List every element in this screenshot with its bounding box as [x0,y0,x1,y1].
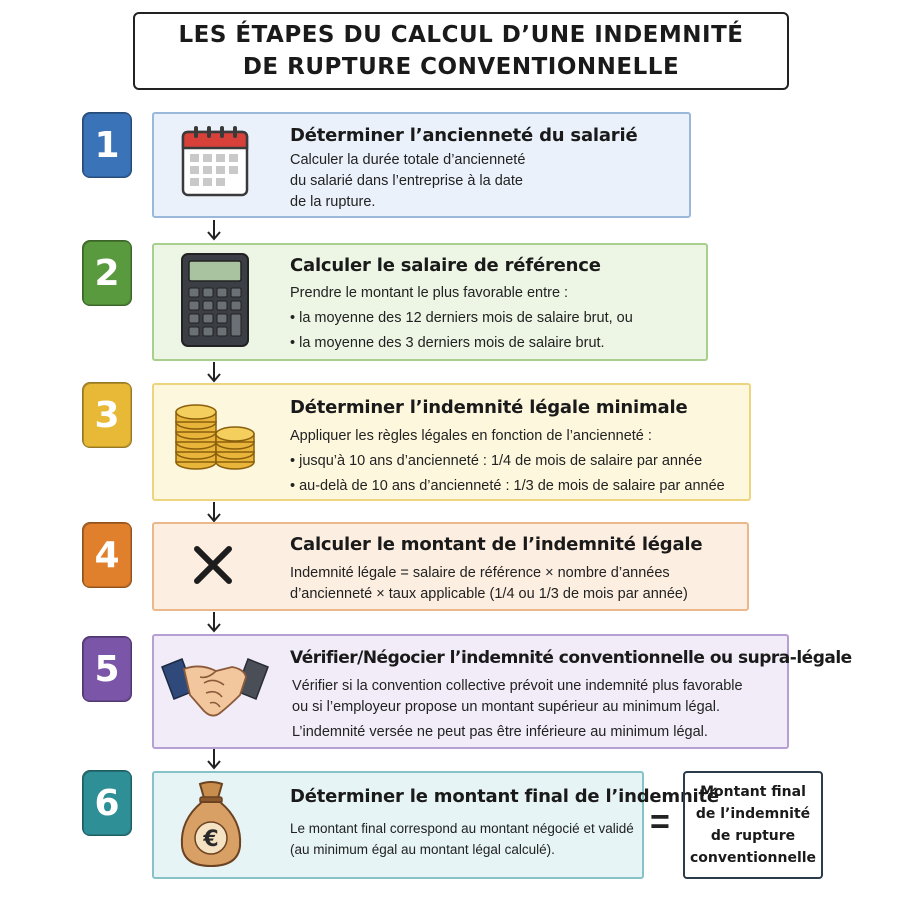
step-4-description [290,563,688,605]
step-4-title: Calculer le montant de l’indemnité légale [290,534,703,555]
coins-icon [174,396,256,477]
step-4-line-2: d’ancienneté × taux applicable (1/4 ou 1/3 de mois par année) [290,586,688,602]
arrow-down-icon [206,612,222,634]
step-2-line-1: Prendre le montant le plus favorable entre : [290,285,569,301]
step-3-line-1: Appliquer les règles légales en fonction de l’ancienneté : [290,428,652,444]
step-3-description [290,426,725,497]
step-3-badge: 3 [82,382,132,448]
multiply-icon [193,545,233,590]
final-amount-box [683,771,823,879]
step-5-line-2: ou si l’employeur propose un montant supérieur au minimum légal. [292,699,720,715]
step-4-badge: 4 [82,522,132,588]
step-2-description [290,283,633,354]
equals-sign: = [650,803,670,841]
step-5-line-1: Vérifier si la convention collective prévoit une indemnité plus favorable [292,678,743,694]
step-6-line-2: (au minimum égal au montant légal calculé). [290,842,555,857]
calculator-icon [180,252,250,353]
final-line-2: de l’indemnité [695,806,811,822]
step-5-badge: 5 [82,636,132,702]
step-6-line-1: Le montant final correspond au montant négocié et validé [290,821,634,836]
title-box [133,12,789,90]
final-line-3: de rupture [710,828,796,844]
final-line-4: conventionnelle [689,850,817,866]
calendar-icon [180,124,250,203]
step-6-description [290,818,634,860]
step-1-badge: 1 [82,112,132,178]
final-line-1: Montant final [700,784,806,800]
step-1-line-2: du salarié dans l’entreprise à la date [290,173,523,189]
step-3-line-3: • au-delà de 10 ans d’ancienneté : 1/3 de mois de salaire par année [290,478,725,494]
step-2-title: Calculer le salaire de référence [290,255,601,276]
svg-text:€: € [203,827,219,852]
step-6-title: Déterminer le montant final de l’indemnité [290,786,719,807]
step-5-description [292,676,743,743]
arrow-down-icon [206,220,222,242]
step-5-line-3: L’indemnité versée ne peut pas être inférieure au minimum légal. [292,724,708,740]
title-line-2: DE RUPTURE CONVENTIONNELLE [242,54,680,80]
step-3-line-2: • jusqu’à 10 ans d’ancienneté : 1/4 de mois de salaire par année [290,453,703,469]
step-2-badge: 2 [82,240,132,306]
arrow-down-icon [206,362,222,384]
step-1-description [290,150,525,213]
step-5-title: Vérifier/Négocier l’indemnité conventionnelle ou supra-légale [290,648,852,668]
step-2-line-2: • la moyenne des 12 derniers mois de salaire brut, ou [290,310,633,326]
arrow-down-icon [206,749,222,771]
step-4-line-1: Indemnité légale = salaire de référence × nombre d’années [290,565,670,581]
money-bag-icon [178,780,244,875]
step-1-title: Déterminer l’ancienneté du salarié [290,125,638,146]
arrow-down-icon [206,502,222,524]
step-6-badge: 6 [82,770,132,836]
title-line-1: LES ÉTAPES DU CALCUL D’UNE INDEMNITÉ [178,22,744,48]
step-1-line-1: Calculer la durée totale d’ancienneté [290,152,526,168]
step-3-title: Déterminer l’indemnité légale minimale [290,397,688,418]
step-1-line-3: de la rupture. [290,194,376,210]
handshake-icon [160,655,270,726]
step-2-line-3: • la moyenne des 3 derniers mois de salaire brut. [290,335,605,351]
